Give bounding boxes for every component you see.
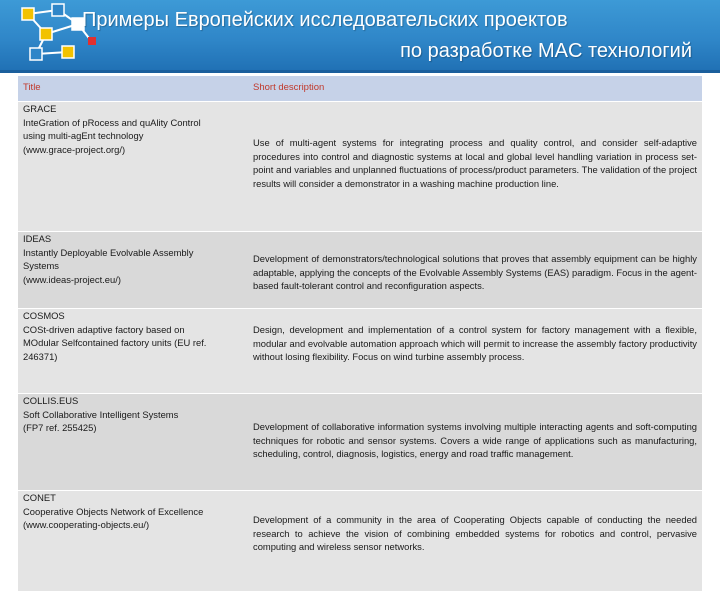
column-header-title: Title [18, 76, 248, 102]
table-row [18, 232, 702, 309]
project-acronym: CONET [23, 492, 56, 503]
project-description: Development of demonstrators/technological solutions that proves that assembly equipment can be highly adaptable, applying the concepts of the Evolvable Assembly Systems (EAS) paradigm. Focus in the agent-based fault-tolerant control and reconfiguration aspects. [248, 232, 702, 309]
table-row [18, 309, 702, 394]
project-url: (www.ideas-project.eu/) [23, 273, 121, 285]
project-title-line: COSt-driven adaptive factory based on [23, 323, 185, 335]
project-reference: 246371) [23, 350, 58, 362]
project-title-line: MOdular Selfcontained factory units (EU ref. [23, 337, 207, 349]
project-description: Development of collaborative information systems involving multiple interacting agents and soft-computing techniques for robotic and sensor systems. Covers a wide range of applications such as manufacturing, scheduling, control, diagnosis, logistics, energy and road traffic management. [248, 394, 702, 491]
project-reference: (FP7 ref. 255425) [23, 422, 97, 434]
page-title-line2: по разработке MAC технологий [400, 40, 692, 62]
project-acronym: GRACE [23, 103, 57, 114]
table-header-row [18, 76, 702, 102]
column-header-description: Short description [248, 76, 702, 102]
projects-table [18, 76, 702, 592]
project-title-line: using multi-agEnt technology [23, 130, 144, 142]
project-url: (www.grace-project.org/) [23, 143, 126, 155]
project-acronym: COSMOS [23, 310, 65, 321]
project-title-cell [18, 394, 248, 491]
slide-header [0, 0, 720, 73]
project-acronym: COLLIS.EUS [23, 395, 79, 406]
project-title-line: Instantly Deployable Evolvable Assembly [23, 246, 194, 258]
project-title-line: Soft Collaborative Intelligent Systems [23, 408, 179, 420]
project-description: Development of a community in the area of Cooperating Objects capable of conducting the needed research to achieve the vision of combining embedded systems for robotics and control, pervasive computing and wireless sensor networks. [248, 491, 702, 592]
table-row [18, 102, 702, 232]
page-title-line1: Примеры Европейских исследовательских проектов [82, 9, 568, 31]
project-title-line: InteGration of pRocess and quAlity Control [23, 116, 201, 128]
project-title-cell [18, 102, 248, 232]
table-row [18, 394, 702, 491]
project-url: (www.cooperating-objects.eu/) [23, 519, 150, 531]
project-title-cell [18, 309, 248, 394]
table-row [18, 491, 702, 592]
project-title-cell [18, 491, 248, 592]
project-title-cell [18, 232, 248, 309]
project-description: Use of multi-agent systems for integrating process and quality control, and consider self-adaptive procedures into control and diagnostic systems at local and global level handling variation in process set-point and variables and unplanned fluctuations of process/product parameters. The validation of the project results will consider a demonstrator in a washing machine production line. [248, 102, 702, 232]
project-title-line: Cooperative Objects Network of Excellence [23, 505, 204, 517]
project-description: Design, development and implementation of a control system for factory management with a flexible, modular and evolvable automation approach which will permit to increase the assembly factory productivity without losing flexibility. Focus on wind turbine assembly process. [248, 309, 702, 394]
project-title-line: Systems [23, 260, 59, 272]
project-acronym: IDEAS [23, 233, 52, 244]
